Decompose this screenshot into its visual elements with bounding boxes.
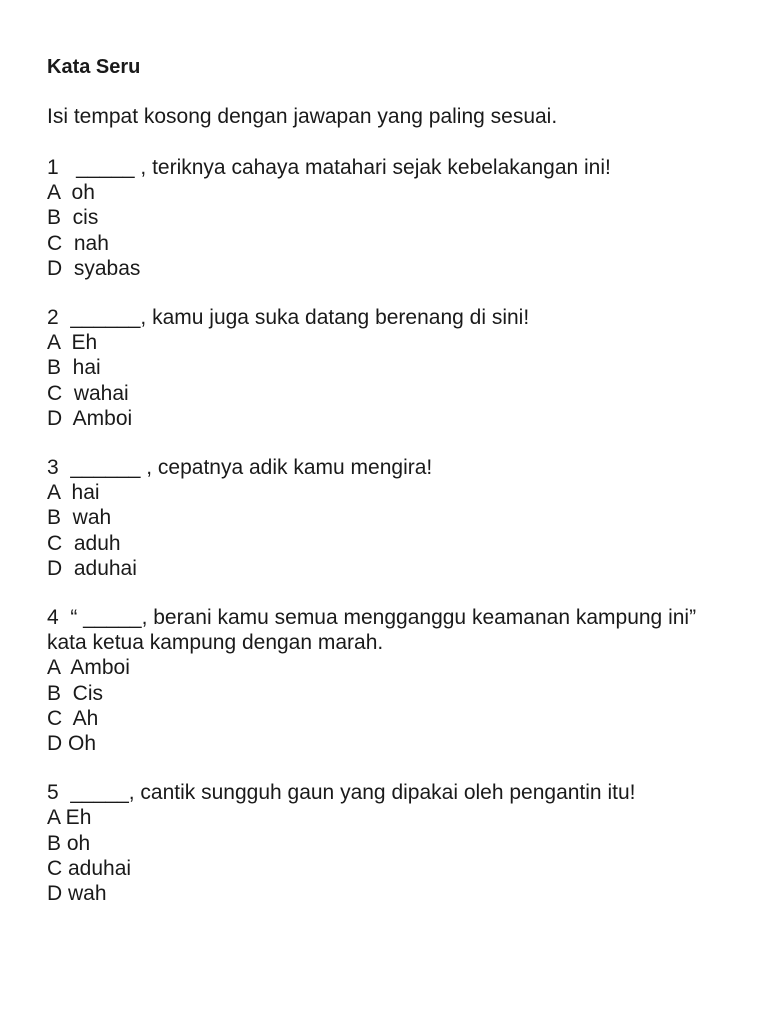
option-c: C wahai [47, 381, 129, 405]
option-b: B cis [47, 206, 99, 230]
option-c: C nah [47, 231, 109, 255]
option-b: B Cis [47, 681, 104, 705]
option-list [47, 480, 737, 581]
worksheet-page [47, 54, 737, 906]
option-list [47, 655, 737, 756]
option-d: D aduhai [47, 556, 137, 580]
question-text: 1 _____ , teriknya cahaya matahari sejak kebelakangan ini! [47, 156, 611, 179]
question-text: 5 _____, cantik sungguh gaun yang dipakai oleh pengantin itu! [47, 781, 636, 805]
instruction-text: Isi tempat kosong dengan jawapan yang paling sesuai. [47, 105, 558, 128]
option-c: C aduhai [47, 856, 132, 880]
question-5 [47, 780, 737, 906]
option-a: A hai [47, 481, 100, 505]
option-d: D wah [47, 882, 107, 906]
option-d: D syabas [47, 256, 141, 280]
option-a: A Eh [47, 806, 92, 830]
question-1 [47, 155, 737, 281]
option-c: C aduh [47, 531, 121, 555]
option-list [47, 805, 737, 906]
question-3 [47, 455, 737, 581]
option-b: B wah [47, 506, 112, 530]
question-text: 3 ______ , cepatnya adik kamu mengira! [47, 456, 433, 480]
question-text: 2 ______, kamu juga suka datang berenang di sini! [47, 306, 530, 330]
option-d: D Amboi [47, 406, 133, 430]
question-2 [47, 305, 737, 431]
option-a: A Eh [47, 331, 98, 355]
option-list [47, 180, 737, 281]
option-a: A Amboi [47, 656, 130, 680]
option-b: B oh [47, 831, 91, 855]
question-4 [47, 605, 737, 756]
question-text: 4 “ _____, berani kamu semua mengganggu keamanan kampung ini” kata ketua kampung dengan marah. [47, 606, 708, 655]
option-a: A oh [47, 181, 95, 205]
option-c: C Ah [47, 706, 99, 730]
option-d: D Oh [47, 732, 97, 756]
option-list [47, 330, 737, 431]
option-b: B hai [47, 356, 101, 380]
page-title: Kata Seru [47, 56, 141, 78]
